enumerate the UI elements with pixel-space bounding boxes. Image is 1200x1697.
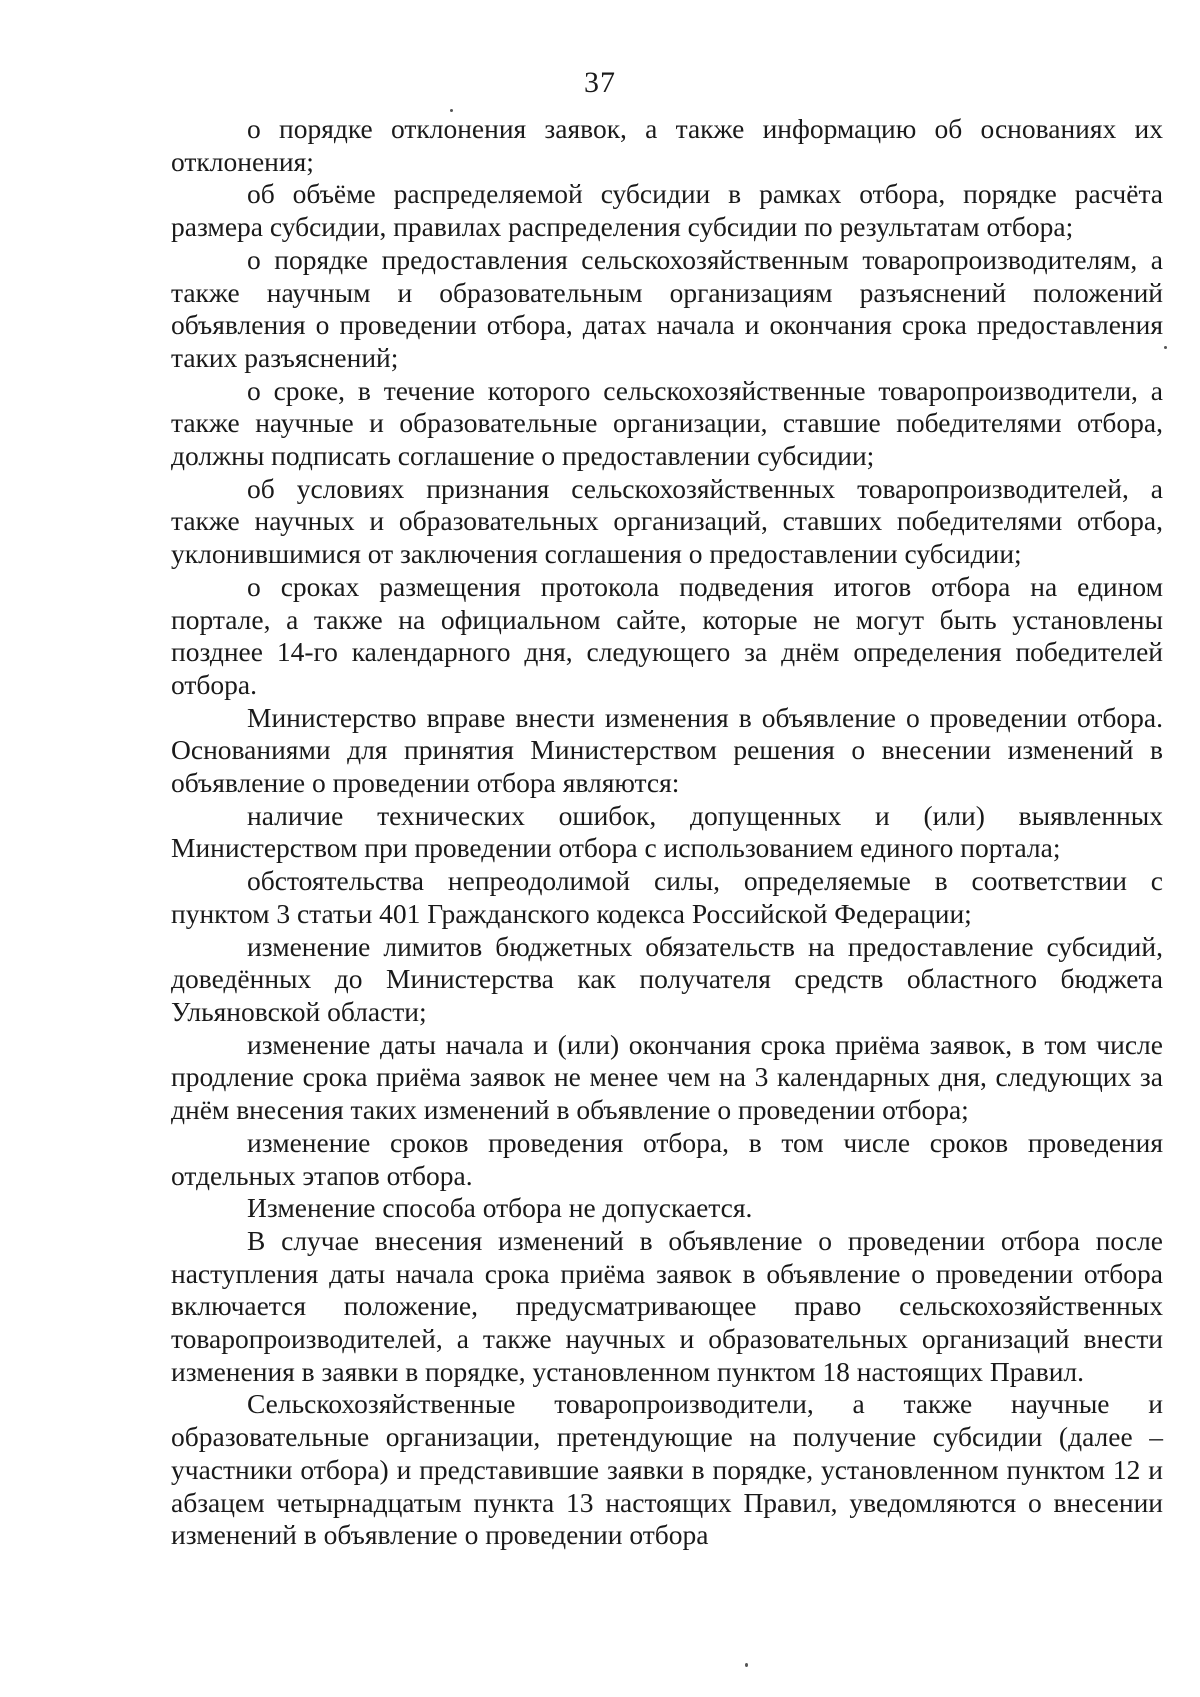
scan-speck xyxy=(450,109,453,112)
paragraph: изменение сроков проведения отбора, в том числе сроков проведения отдельных этапов отбора. xyxy=(171,1126,1163,1191)
paragraph: изменение лимитов бюджетных обязательств на предоставление субсидий, доведённых до Министерства как получателя средств областного бюджета Ульяновской области; xyxy=(171,930,1163,1027)
paragraph: о сроках размещения протокола подведения итогов отбора на едином портале, а также на официальном сайте, которые не могут быть установлены позднее 14-го календарного дня, следующего за днём определения победителей отбора. xyxy=(171,570,1163,700)
paragraph: Изменение способа отбора не допускается. xyxy=(247,1192,753,1224)
paragraph: обстоятельства непреодолимой силы, определяемые в соответствии с пунктом 3 статьи 401 Гражданского кодекса Российской Федерации; xyxy=(171,865,1163,929)
paragraph: Министерство вправе внести изменения в объявление о проведении отбора. Основаниями для принятия Министерством решения о внесении изменений в объявление о проведении отбора являются: xyxy=(171,701,1163,799)
paragraph: об условиях признания сельскохозяйственных товаропроизводителей, а также научных и образовательных организаций, ставших победителями отбора, уклонившимися от заключения соглашения о предоставлении субсидии; xyxy=(171,472,1163,570)
paragraph: о порядке отклонения заявок, а также информацию об основаниях их отклонения; xyxy=(171,113,1163,177)
paragraph: изменение даты начала и (или) окончания срока приёма заявок, в том числе продление срока приёма заявок не менее чем на 3 календарных дня, следующих за днём внесения таких изменений в объявление о проведении отбора; xyxy=(171,1028,1163,1126)
paragraph: Сельскохозяйственные товаропроизводители, а также научные и образовательные организации, претендующие на получение субсидии (далее – участники отбора) и представившие заявки в порядке, установленном пунктом 12 и абзацем четырнадцатым пункта 13 настоящих Правил, уведомляются о внесении изменений в объявление о проведении отбора xyxy=(171,1388,1163,1551)
paragraph: о порядке предоставления сельскохозяйственным товаропроизводителям, а также научным и образовательным организациям разъяснений положений объявления о проведении отбора, датах начала и окончания срока предоставления таких разъяснений; xyxy=(171,243,1163,373)
page-number: 37 xyxy=(584,66,616,99)
scan-speck xyxy=(1164,346,1167,349)
paragraph: наличие технических ошибок, допущенных и (или) выявленных Министерством при проведении отбора с использованием единого портала; xyxy=(171,799,1163,864)
scan-speck xyxy=(745,1663,748,1667)
paragraph: В случае внесения изменений в объявление о проведении отбора после наступления даты начала срока приёма заявок в объявление о проведении отбора включается положение, предусматривающее право сельскохозяйственных товаропроизводителей, а также научных и образовательных организаций внести изменения в заявки в порядке, установленном пунктом 18 настоящих Правил. xyxy=(171,1224,1163,1387)
body-text xyxy=(171,113,1163,1552)
paragraph: об объёме распределяемой субсидии в рамках отбора, порядке расчёта размера субсидии, правилах распределения субсидии по результатам отбора; xyxy=(171,178,1163,243)
paragraph: о сроке, в течение которого сельскохозяйственные товаропроизводители, а также научные и образовательные организации, ставшие победителями отбора, должны подписать соглашение о предоставлении субсидии; xyxy=(171,374,1163,472)
